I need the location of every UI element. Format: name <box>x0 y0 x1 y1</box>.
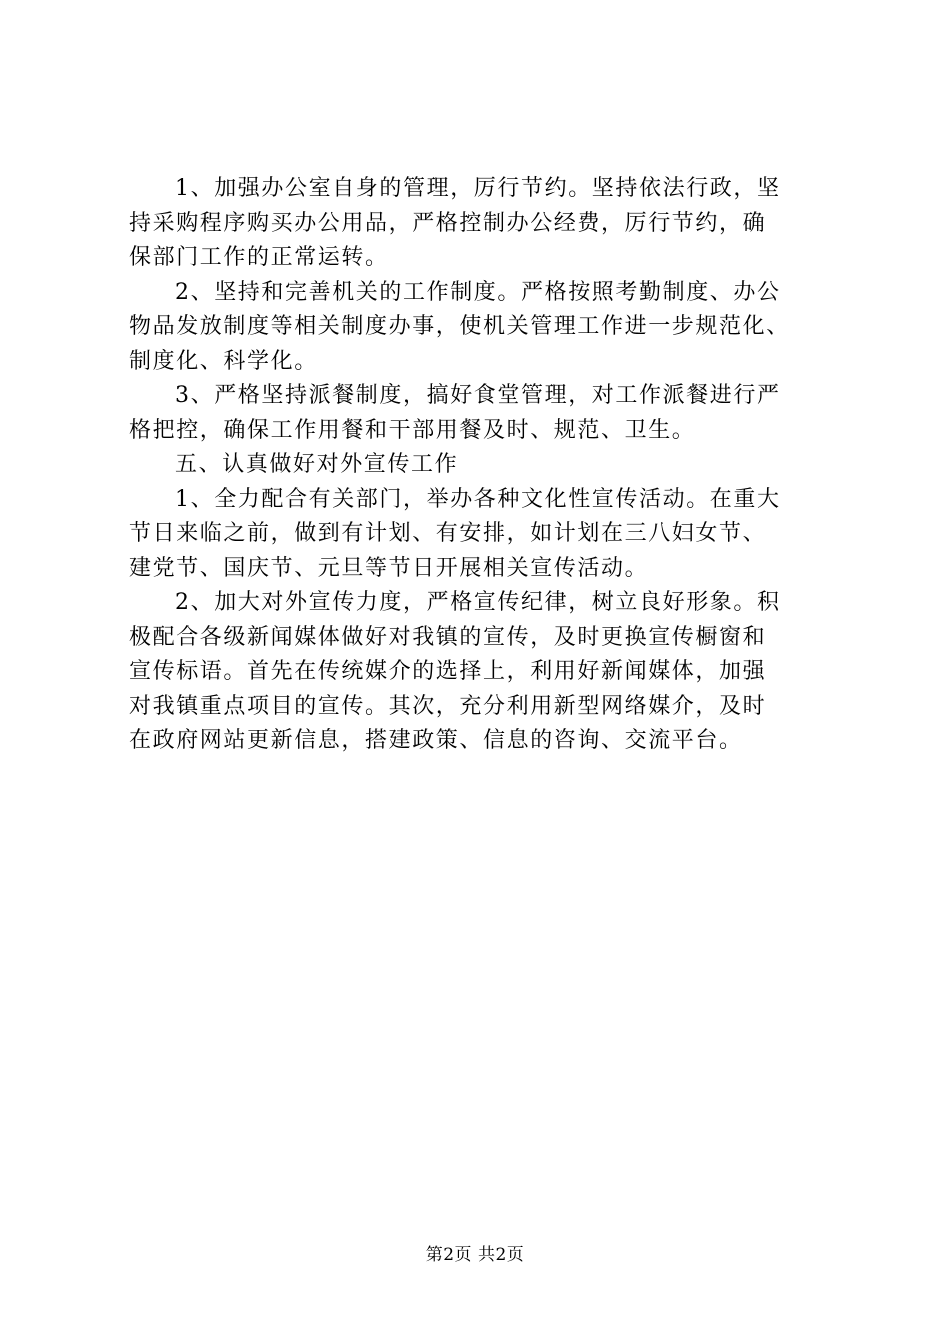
paragraph-2-line-1: 2、坚持和完善机关的工作制度。严格按照考勤制度、办公 <box>175 279 781 305</box>
paragraph-3-line-1: 3、严格坚持派餐制度，搞好食堂管理，对工作派餐进行严 <box>175 383 781 408</box>
paragraph-1-line-1: 1、加强办公室自身的管理，厉行节约。坚持依法行政，坚 <box>175 176 781 201</box>
paragraph-5-line-1: 2、加大对外宣传力度，严格宣传纪律，树立良好形象。积 <box>175 590 781 615</box>
paragraph-2-line-3: 制度化、科学化。 <box>129 348 318 374</box>
paragraph-1-line-3: 保部门工作的正常运转。 <box>129 245 389 270</box>
paragraph-4-line-2: 节日来临之前，做到有计划、有安排，如计划在三八妇女节、 <box>129 521 767 546</box>
paragraph-2-line-2: 物品发放制度等相关制度办事，使机关管理工作进一步规范化、 <box>129 314 790 339</box>
paragraph-5-line-4: 对我镇重点项目的宣传。其次，充分利用新型网络媒介，及时 <box>129 693 767 719</box>
paragraph-5-line-3: 宣传标语。首先在传统媒介的选择上，利用好新闻媒体，加强 <box>129 659 767 684</box>
paragraph-4-line-3: 建党节、国庆节、元旦等节日开展相关宣传活动。 <box>129 555 649 581</box>
paragraph-4-line-1: 1、全力配合有关部门，举办各种文化性宣传活动。在重大 <box>175 486 781 512</box>
section-heading: 五、认真做好对外宣传工作 <box>175 452 459 477</box>
paragraph-1-line-2: 持采购程序购买办公用品，严格控制办公经费，厉行节约，确 <box>129 210 767 236</box>
paragraph-3-line-2: 格把控，确保工作用餐和干部用餐及时、规范、卫生。 <box>129 417 696 443</box>
paragraph-5-line-2: 极配合各级新闻媒体做好对我镇的宣传，及时更换宣传橱窗和 <box>129 624 767 650</box>
paragraph-5-line-5: 在政府网站更新信息，搭建政策、信息的咨询、交流平台。 <box>129 728 743 753</box>
page-footer: 第2页 共2页 <box>425 1245 525 1265</box>
document-body <box>129 172 833 759</box>
